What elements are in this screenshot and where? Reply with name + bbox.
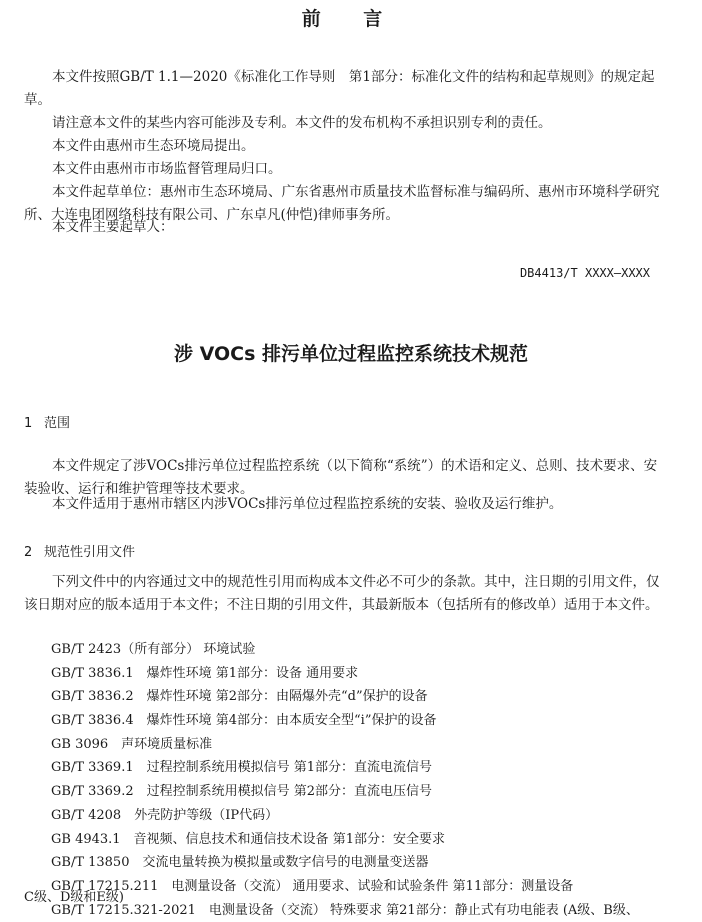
foreword-paragraph-administrator: 本文件由惠州市市场监督管理局归口。 [52,161,282,177]
reference-item: GB/T 3836.1 爆炸性环境 第1部分：设备 通用要求 [51,665,359,681]
foreword-paragraph-drafting-units: 本文件起草单位：惠州市生态环境局、广东省惠州市质量技术监督标准与编码所、惠州市环境科学研究所、大连电团网络科技有限公司、广东卓凡(仲恺)律师事务所。 [24,184,660,223]
section-1-paragraph-scope: 本文件规定了涉VOCs排污单位过程监控系统（以下简称“系统”）的术语和定义、总则、技术要求、安装验收、运行和维护管理等技术要求。 [24,458,658,497]
reference-item: GB/T 4208 外壳防护等级（IP代码） [51,807,279,823]
foreword-paragraph-drafters: 本文件主要起草人： [52,219,174,235]
section-1-number: 1 [24,416,33,431]
reference-item: GB 4943.1 音视频、信息技术和通信技术设备 第1部分：安全要求 [51,831,445,847]
reference-item-continuation: C级、D级和E级) [24,890,124,905]
reference-item: GB/T 3836.4 爆炸性环境 第4部分：由本质安全型“i”保护的设备 [51,713,437,729]
section-2-title: 规范性引用文件 [44,545,136,560]
section-2-number: 2 [24,545,33,560]
reference-item: GB/T 13850 交流电量转换为模拟量或数字信号的电测量变送器 [51,855,429,871]
foreword-paragraph-normative-basis: 本文件按照GB/T 1.1—2020《标准化工作导则 第1部分：标准化文件的结构和起草规则》的规定起草。 [24,69,655,108]
foreword-paragraph-patent-notice: 请注意本文件的某些内容可能涉及专利。本文件的发布机构不承担识别专利的责任。 [52,115,552,131]
reference-item: GB/T 2423（所有部分） 环境试验 [51,642,256,657]
reference-item: GB/T 3836.2 爆炸性环境 第2部分：由隔爆外壳“d”保护的设备 [51,689,428,705]
reference-item: GB/T 17215.321-2021 电测量设备（交流） 特殊要求 第21部分：静止式有功电能表 (A级、B级、 [51,902,639,918]
foreword-paragraph-proposer: 本文件由惠州市生态环境局提出。 [52,138,255,154]
section-2-intro-paragraph: 下列文件中的内容通过文中的规范性引用而构成本文件必不可少的条款。其中，注日期的引用文件，仅该日期对应的版本适用于本文件；不注日期的引用文件，其最新版本（包括所有的修改单）适用于本文件。 [24,574,660,613]
document-title: 涉 VOCs 排污单位过程监控系统技术规范 [173,343,528,365]
foreword-heading: 前 言 [301,8,401,30]
section-1-paragraph-applicability: 本文件适用于惠州市辖区内涉VOCs排污单位过程监控系统的安装、验收及运行维护。 [52,496,563,512]
reference-item: GB/T 3369.1 过程控制系统用模拟信号 第1部分：直流电流信号 [51,760,433,776]
document-number: DB4413/T XXXX—XXXX [519,266,650,280]
normative-reference-list [51,638,639,922]
reference-item: GB/T 3369.2 过程控制系统用模拟信号 第2部分：直流电压信号 [51,784,433,800]
section-1-heading [24,412,70,431]
reference-item: GB 3096 声环境质量标准 [51,736,213,752]
section-2-heading [24,541,135,560]
section-1-title: 范围 [44,416,71,431]
reference-item: GB/T 17215.211 电测量设备（交流） 通用要求、试验和试验条件 第11部分：测量设备 [51,878,574,894]
